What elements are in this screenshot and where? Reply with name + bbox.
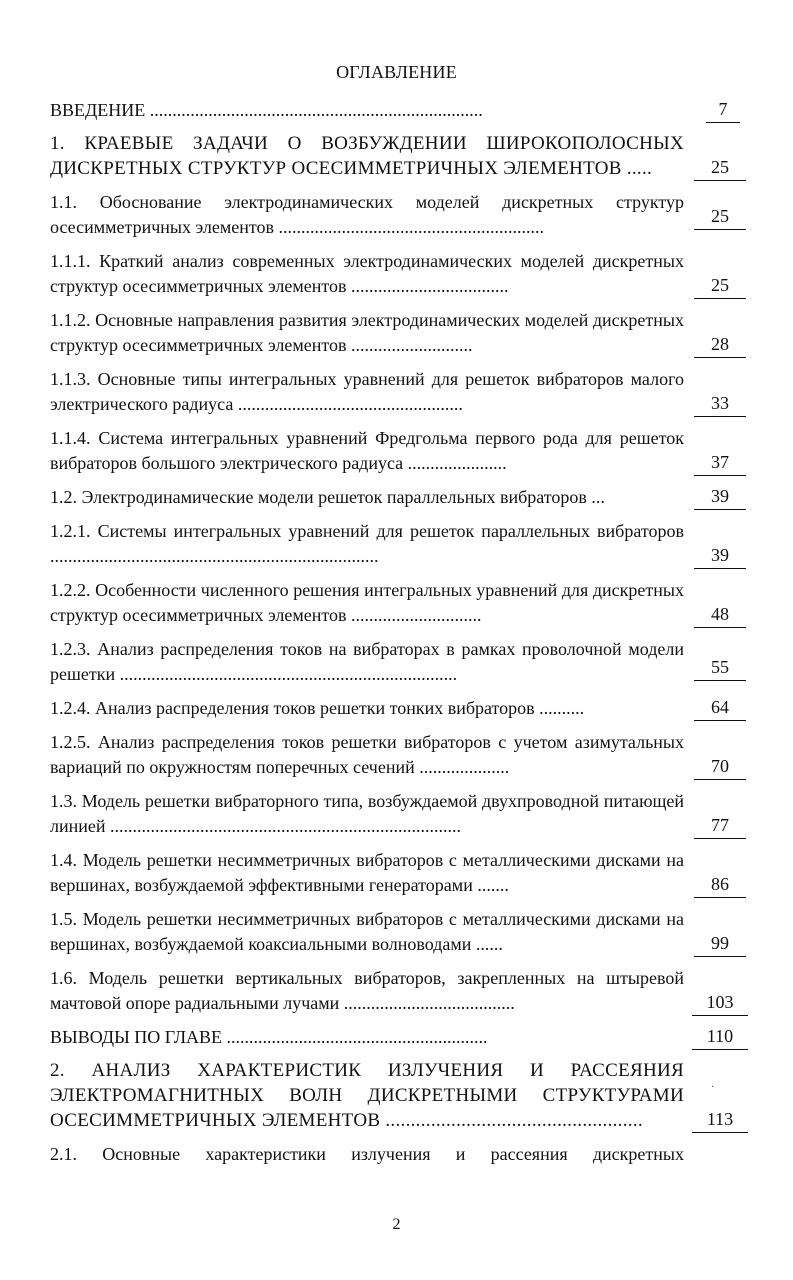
toc-entry-text: 1.2.5. Анализ распределения токов решетки вибраторов с учетом азимутальных вариаций по окружностям поперечных сечений ....................	[50, 732, 684, 777]
toc-page-number: 55	[694, 655, 746, 681]
toc-page-number: 25	[694, 273, 746, 299]
toc-entry-text: 2. АНАЛИЗ ХАРАКТЕРИСТИК ИЗЛУЧЕНИЯ И РАССЕЯНИЯ ЭЛЕКТРОМАГНИТНЫХ ВОЛН ДИСКРЕТНЫМИ СТРУКТУРАМИ ОСЕСИММЕТРИЧНЫХ ЭЛЕМЕНТОВ ...................................................	[50, 1060, 684, 1131]
toc-page-number: 48	[694, 602, 746, 628]
toc-entry-text: 1.2. Электродинамические модели решеток параллельных вибраторов ...	[50, 487, 605, 507]
toc-entry	[50, 578, 750, 628]
toc-entry	[50, 637, 750, 687]
toc-entry	[50, 1058, 750, 1133]
toc-page-number: 39	[694, 543, 746, 569]
toc-entry-text: 1.2.4. Анализ распределения токов решетки тонких вибраторов ..........	[50, 698, 585, 718]
toc-page-number: 37	[694, 450, 746, 476]
toc-entry	[50, 789, 750, 839]
toc-entry-text: 1.4. Модель решетки несимметричных вибраторов с металлическими дисками на вершинах, возбуждаемой эффективными генераторами .......	[50, 850, 684, 895]
toc-entry	[50, 696, 750, 721]
toc-entry-text: 1. КРАЕВЫЕ ЗАДАЧИ О ВОЗБУЖДЕНИИ ШИРОКОПОЛОСНЫХ ДИСКРЕТНЫХ СТРУКТУР ОСЕСИММЕТРИЧНЫХ ЭЛЕМЕНТОВ .....	[50, 133, 684, 179]
toc-page-number: 28	[694, 332, 746, 358]
toc-entry-text: 1.1.1. Краткий анализ современных электродинамических моделей дискретных структур осесимметричных элементов ...................................	[50, 251, 684, 296]
toc-page-number: 7	[706, 97, 740, 123]
toc-entry-text: 1.5. Модель решетки несимметричных вибраторов с металлическими дисками на вершинах, возбуждаемой коаксиальными волноводами ......	[50, 909, 684, 954]
toc-entry-text: 1.2.3. Анализ распределения токов на вибраторах в рамках проволочной модели решетки ...........................................................................	[50, 639, 684, 684]
toc-page-number: 25	[694, 155, 746, 181]
toc-page-number: 77	[694, 813, 746, 839]
toc-entry	[50, 485, 750, 510]
toc-entry-text: 1.1.2. Основные направления развития электродинамических моделей дискретных структур осесимметричных элементов ...........................	[50, 310, 684, 355]
toc-entry	[50, 367, 750, 417]
toc-entry	[50, 848, 750, 898]
toc-page-number: 39	[694, 484, 746, 510]
toc-page-number: 99	[694, 931, 746, 957]
toc-page-number: 110	[692, 1024, 748, 1050]
page-number: 2	[392, 1216, 401, 1233]
toc-entry-text: 1.2.2. Особенности численного решения интегральных уравнений для дискретных структур осесимметричных элементов .............................	[50, 580, 684, 625]
toc-entry	[50, 730, 750, 780]
stray-mark: ·	[711, 1082, 715, 1093]
toc-entry	[50, 98, 750, 123]
toc-entry	[50, 308, 750, 358]
toc-entry	[50, 426, 750, 476]
toc-entry-text: 2.1. Основные характеристики излучения и рассеяния дискретных	[50, 1144, 684, 1164]
toc-entry-text: ВЫВОДЫ ПО ГЛАВЕ ..........................................................	[50, 1027, 488, 1047]
toc-entry-text: ВВЕДЕНИЕ ..........................................................................	[50, 100, 483, 120]
toc-entry-text: 1.1.3. Основные типы интегральных уравнений для решеток вибраторов малого электрического радиуса ..................................................	[50, 369, 684, 414]
toc-page-number: 113	[692, 1107, 748, 1133]
toc-entry	[50, 907, 750, 957]
toc-page-number: 86	[694, 872, 746, 898]
toc-entry	[50, 1025, 750, 1050]
toc-page-number: 64	[694, 695, 746, 721]
table-of-contents	[50, 98, 750, 1167]
toc-entry-text: 1.6. Модель решетки вертикальных вибраторов, закрепленных на штыревой мачтовой опоре радиальными лучами ......................................	[50, 968, 684, 1013]
toc-entry	[50, 190, 750, 240]
toc-entry-text: 1.2.1. Системы интегральных уравнений для решеток параллельных вибраторов .........................................................................	[50, 521, 684, 566]
toc-page-number: 103	[692, 990, 748, 1016]
toc-entry-text: 1.3. Модель решетки вибраторного типа, возбуждаемой двухпроводной питающей линией ..............................................................................	[50, 791, 684, 836]
toc-entry	[50, 249, 750, 299]
toc-page-number: 33	[694, 391, 746, 417]
toc-entry	[50, 1142, 750, 1167]
toc-entry	[50, 131, 750, 181]
toc-entry	[50, 519, 750, 569]
toc-entry-text: 1.1.4. Система интегральных уравнений Фредгольма первого рода для решеток вибраторов большого электрического радиуса ......................	[50, 428, 684, 473]
page-title: ОГЛАВЛЕНИЕ	[336, 62, 457, 82]
toc-entry	[50, 966, 750, 1016]
toc-page-number: 25	[694, 204, 746, 230]
toc-page-number: 70	[694, 754, 746, 780]
toc-entry-text: 1.1. Обоснование электродинамических моделей дискретных структур осесимметричных элементов ...........................................................	[50, 192, 684, 237]
